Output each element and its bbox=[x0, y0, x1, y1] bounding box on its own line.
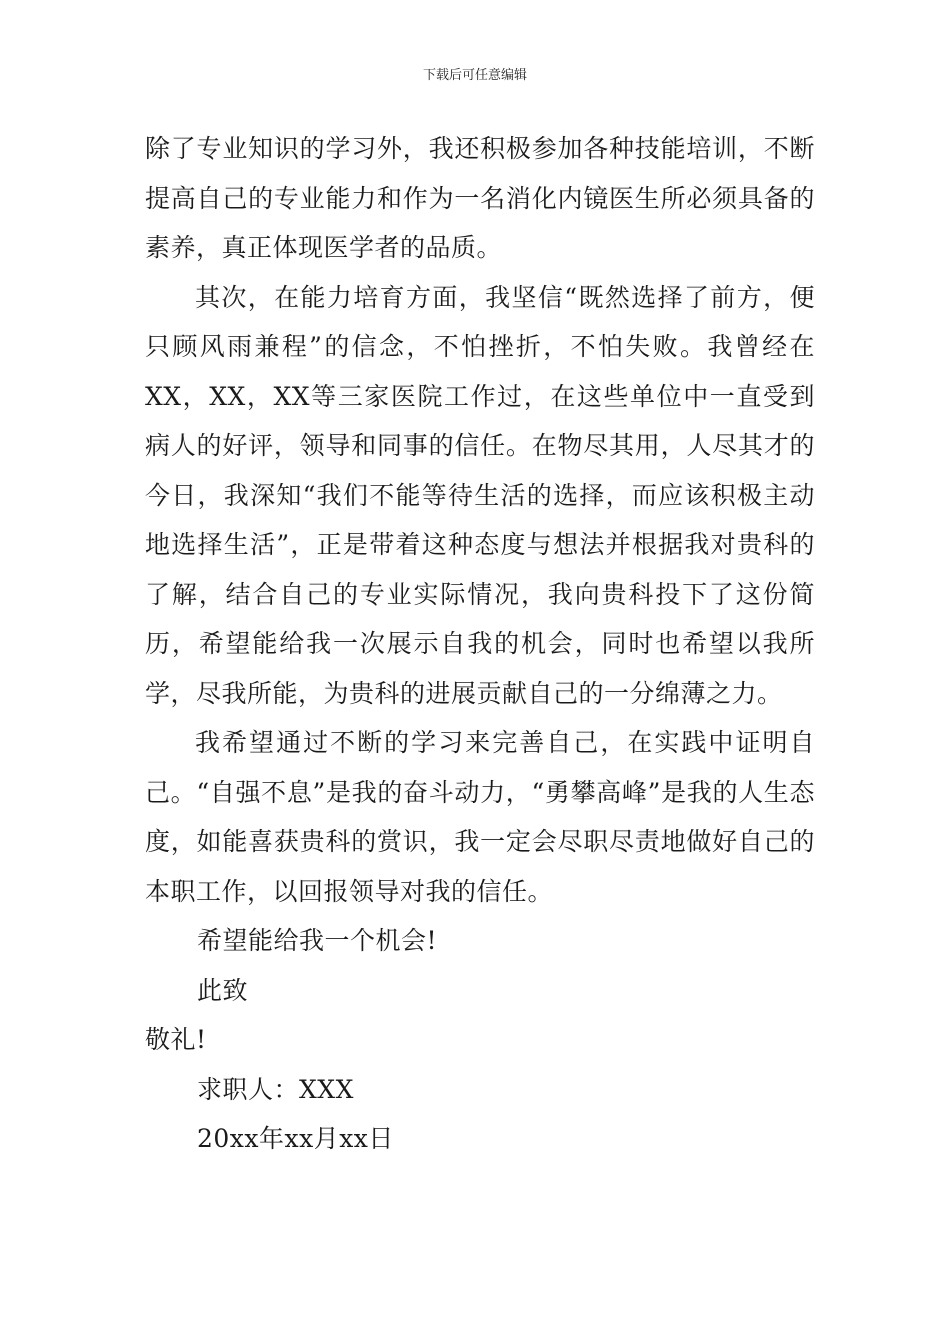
letter-body bbox=[145, 124, 815, 1164]
paragraph-skills: 除了专业知识的学习外，我还积极参加各种技能培训，不断提高自己的专业能力和作为一名消化内镜医生所必须具备的素养，真正体现医学者的品质。 bbox=[145, 134, 815, 262]
applicant-line: 求职人：XXX bbox=[197, 1074, 354, 1104]
hope-line: 希望能给我一个机会! bbox=[197, 926, 438, 955]
header-note: 下载后可任意编辑 bbox=[422, 68, 527, 83]
paragraph-aspiration: 我希望通过不断的学习来完善自己，在实践中证明自己。“自强不息”是我的奋斗动力，“勇攀高峰”是我的人生态度，如能喜获贵科的赏识，我一定会尽职尽责地做好自己的本职工作，以回报领导对我的信任。 bbox=[145, 728, 815, 906]
salute-line: 敬礼! bbox=[145, 1025, 207, 1054]
date-line: 20xx年xx月xx日 bbox=[197, 1124, 394, 1153]
paragraph-ability: 其次，在能力培育方面，我坚信“既然选择了前方，便只顾风雨兼程”的信念，不怕挫折，不怕失败。我曾经在XX，XX，XX等三家医院工作过，在这些单位中一直受到病人的好评，领导和同事的信任。在物尽其用，人尽其才的今日，我深知“我们不能等待生活的选择，而应该积极主动地选择生活”，正是带着这种态度与想法并根据我对贵科的了解，结合自己的专业实际情况，我向贵科投下了这份简历，希望能给我一次展示自我的机会，同时也希望以我所学，尽我所能，为贵科的进展贡献自己的一分绵薄之力。 bbox=[145, 282, 815, 708]
closing-line: 此致 bbox=[197, 975, 249, 1005]
